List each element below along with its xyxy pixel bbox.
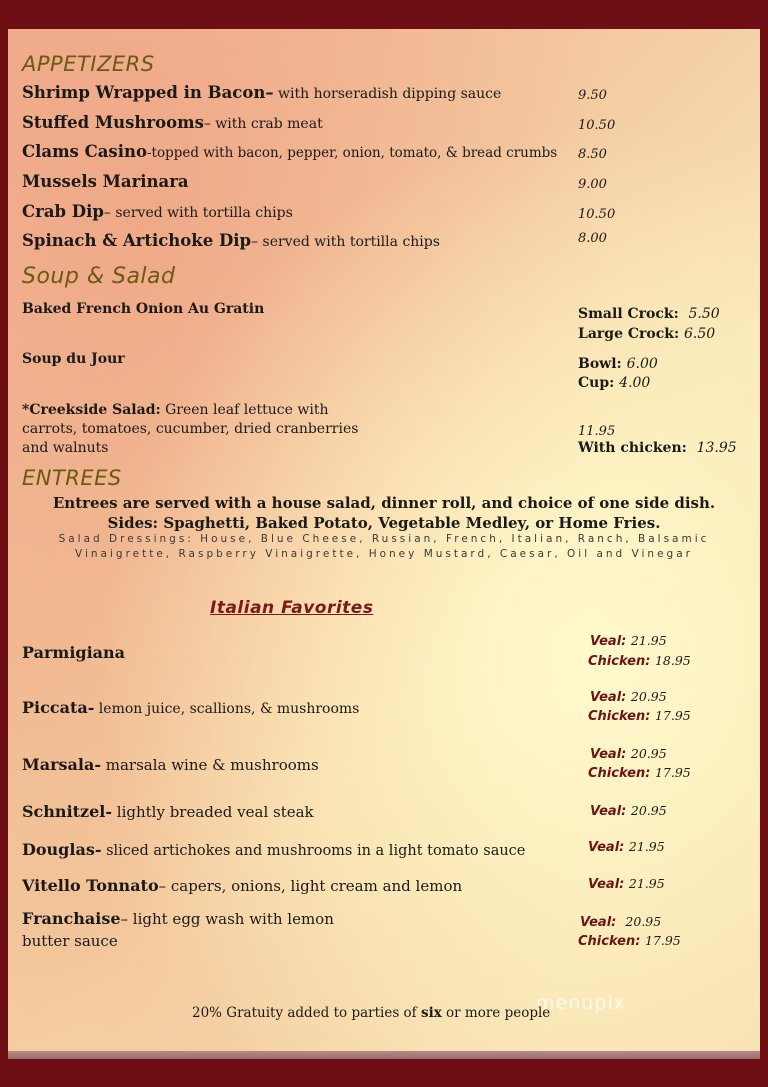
item-name: Spinach & Artichoke Dip bbox=[22, 231, 252, 250]
price-value: 18.95 bbox=[654, 653, 691, 668]
price-label: Chicken: bbox=[588, 654, 651, 669]
italian-item bbox=[22, 698, 359, 717]
veal-price bbox=[590, 633, 667, 649]
price-value: 17.95 bbox=[654, 765, 691, 780]
menu-item bbox=[22, 231, 440, 250]
item-desc: -topped with bacon, pepper, onion, tomato, & bread crumbs bbox=[146, 145, 558, 161]
item-name: Franchaise bbox=[22, 909, 121, 928]
price-value: 21.95 bbox=[628, 839, 665, 854]
item-name: Marsala- bbox=[22, 755, 101, 774]
price-value: 17.95 bbox=[644, 933, 681, 948]
item-name: Schnitzel- bbox=[22, 802, 113, 821]
price-value: 4.00 bbox=[619, 375, 651, 391]
menu-item bbox=[22, 83, 501, 102]
item-name: Shrimp Wrapped in Bacon– bbox=[22, 83, 274, 102]
soup-bowl-price bbox=[578, 356, 658, 372]
item-desc: lemon juice, scallions, & mushrooms bbox=[94, 701, 360, 717]
price-value: 20.95 bbox=[630, 746, 667, 761]
price-value: 21.95 bbox=[630, 633, 667, 648]
item-desc: – light egg wash with lemon bbox=[120, 910, 334, 928]
entrees-intro-1: Entrees are served with a house salad, dinner roll, and choice of one side dish. bbox=[52, 494, 716, 512]
gratuity-text-post: or more people bbox=[441, 1005, 551, 1021]
entrees-intro-2: Sides: Spaghetti, Baked Potato, Vegetable Medley, or Home Fries. bbox=[107, 514, 661, 532]
italian-item bbox=[22, 643, 125, 662]
price-value: 13.95 bbox=[696, 440, 737, 456]
price-label: Bowl: bbox=[578, 356, 622, 372]
item-name: Douglas- bbox=[22, 840, 102, 859]
salad-chicken-price bbox=[578, 440, 737, 456]
creekside-salad bbox=[22, 401, 358, 458]
italian-favorites-title: Italian Favorites bbox=[210, 598, 374, 618]
appetizers-heading: APPETIZERS bbox=[22, 52, 155, 76]
price-label: Small Crock: bbox=[578, 306, 679, 322]
price-value: 6.50 bbox=[684, 326, 716, 342]
price-value: 20.95 bbox=[630, 803, 667, 818]
salad-dressings-2: Vinaigrette, Raspberry Vinaigrette, Honey Mustard, Caesar, Oil and Vinegar bbox=[75, 548, 693, 560]
salad-desc-2: carrots, tomatoes, cucumber, dried cranberries bbox=[22, 421, 359, 437]
menu-item bbox=[22, 113, 323, 132]
item-price: 9.00 bbox=[578, 177, 607, 192]
salad-price: 11.95 bbox=[578, 424, 616, 439]
soup-du-jour-name: Soup du Jour bbox=[22, 351, 125, 367]
item-price: 9.50 bbox=[578, 88, 607, 103]
onion-large-price bbox=[578, 326, 715, 342]
gratuity-note bbox=[192, 1005, 550, 1021]
price-label: Large Crock: bbox=[578, 326, 680, 342]
entrees-heading: ENTREES bbox=[22, 466, 122, 490]
item-name: Mussels Marinara bbox=[22, 172, 189, 191]
veal-price bbox=[588, 839, 665, 855]
item-desc: marsala wine & mushrooms bbox=[100, 756, 319, 774]
salad-desc-1: Green leaf lettuce with bbox=[160, 402, 329, 418]
item-name: Crab Dip bbox=[22, 202, 104, 221]
price-value: 20.95 bbox=[630, 689, 667, 704]
chicken-price bbox=[588, 708, 691, 724]
menu-item bbox=[22, 172, 189, 191]
onion-soup-name: Baked French Onion Au Gratin bbox=[22, 301, 265, 317]
item-name: Parmigiana bbox=[22, 643, 126, 662]
soup-cup-price bbox=[578, 375, 650, 391]
price-label: Veal: bbox=[590, 804, 627, 819]
gratuity-text-pre: 20% Gratuity added to parties of bbox=[192, 1005, 421, 1021]
item-desc: lightly breaded veal steak bbox=[112, 803, 314, 821]
italian-item bbox=[22, 840, 525, 859]
item-name: Clams Casino bbox=[22, 142, 147, 161]
price-label: Chicken: bbox=[588, 709, 651, 724]
veal-price bbox=[588, 876, 665, 892]
price-label: Veal: bbox=[590, 634, 627, 649]
veal-price bbox=[590, 803, 667, 819]
price-label: Chicken: bbox=[588, 766, 651, 781]
menu-item bbox=[22, 142, 557, 161]
item-desc: – capers, onions, light cream and lemon bbox=[158, 877, 463, 895]
soup-salad-heading: Soup & Salad bbox=[22, 264, 176, 289]
price-label: With chicken: bbox=[578, 440, 687, 456]
italian-item bbox=[22, 908, 334, 952]
watermark: menupix bbox=[536, 992, 626, 1014]
salad-dressings-1: Salad Dressings: House, Blue Cheese, Russian, French, Italian, Ranch, Balsamic bbox=[58, 533, 710, 545]
price-label: Chicken: bbox=[578, 934, 641, 949]
item-desc: – served with tortilla chips bbox=[103, 205, 293, 221]
italian-item bbox=[22, 876, 462, 895]
item-name: Piccata- bbox=[22, 698, 95, 717]
item-desc: – served with tortilla chips bbox=[251, 234, 440, 250]
gratuity-text-bold: six bbox=[420, 1005, 442, 1021]
item-desc: sliced artichokes and mushrooms in a light tomato sauce bbox=[101, 843, 526, 859]
price-label: Veal: bbox=[588, 877, 625, 892]
item-name: Stuffed Mushrooms bbox=[22, 113, 204, 132]
veal-price bbox=[580, 914, 661, 930]
price-label: Veal: bbox=[580, 915, 617, 930]
menu-item bbox=[22, 202, 293, 221]
onion-small-price bbox=[578, 306, 720, 322]
price-label: Cup: bbox=[578, 375, 615, 391]
price-label: Veal: bbox=[590, 747, 627, 762]
salad-desc-3: and walnuts bbox=[22, 440, 109, 456]
item-desc-2: butter sauce bbox=[22, 932, 118, 950]
chicken-price bbox=[578, 933, 681, 949]
italian-item bbox=[22, 755, 319, 774]
price-value: 20.95 bbox=[625, 914, 662, 929]
item-price: 8.50 bbox=[578, 147, 607, 162]
price-value: 6.00 bbox=[626, 356, 658, 372]
menu-page bbox=[8, 29, 760, 1059]
chicken-price bbox=[588, 765, 691, 781]
veal-price bbox=[590, 746, 667, 762]
item-price: 8.00 bbox=[578, 231, 607, 246]
veal-price bbox=[590, 689, 667, 705]
item-desc: – with crab meat bbox=[203, 116, 323, 132]
item-name: Vitello Tonnato bbox=[22, 876, 159, 895]
price-value: 5.50 bbox=[688, 306, 720, 322]
italian-item bbox=[22, 802, 314, 821]
price-label: Veal: bbox=[590, 690, 627, 705]
salad-name: *Creekside Salad: bbox=[22, 402, 161, 418]
item-desc: with horseradish dipping sauce bbox=[273, 86, 502, 102]
price-value: 21.95 bbox=[628, 876, 665, 891]
item-price: 10.50 bbox=[578, 207, 616, 222]
price-label: Veal: bbox=[588, 840, 625, 855]
item-price: 10.50 bbox=[578, 118, 616, 133]
price-value: 17.95 bbox=[654, 708, 691, 723]
chicken-price bbox=[588, 653, 691, 669]
